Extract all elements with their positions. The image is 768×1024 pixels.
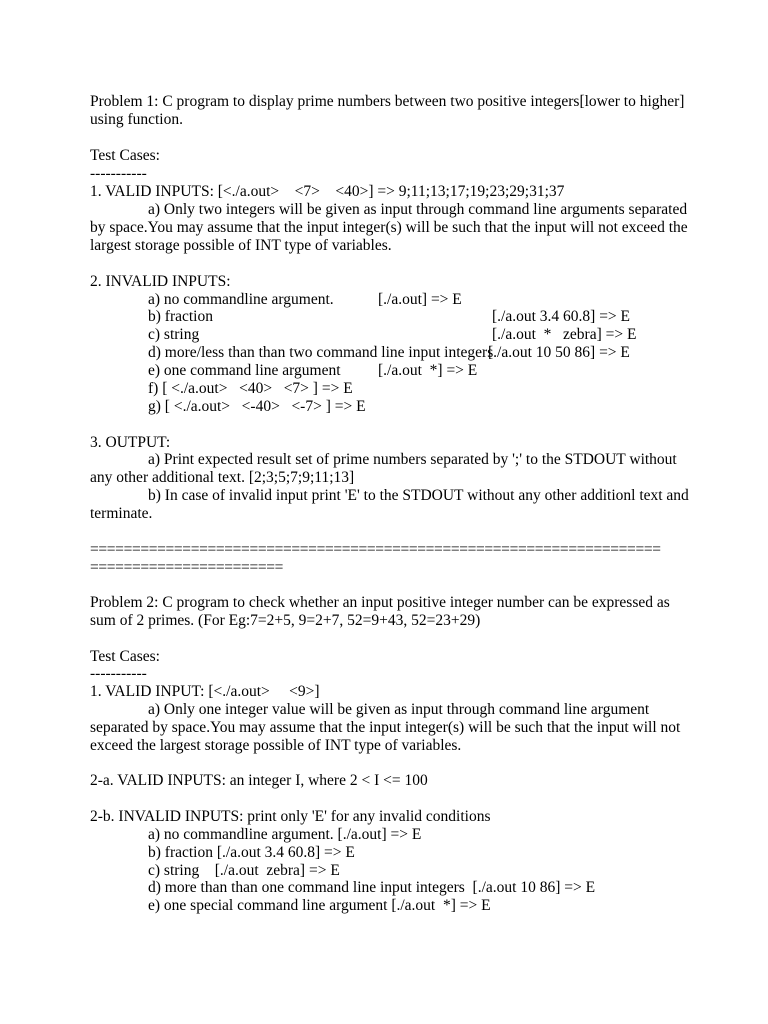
problem1-invalid-g-line: g) [ <./a.out> <-40> <-7> ] => E [148,398,366,415]
problem1-invalid-e-text: e) one command line argument [148,362,341,379]
problem1-dashes: ----------- [90,165,147,182]
problem1-valid-heading: 1. VALID INPUTS: [<./a.out> <7> <40>] => 9;11;13;17;19;23;29;31;37 [90,183,565,200]
problem1-output-b-line2: terminate. [90,505,153,522]
problem1-invalid-c-text: c) string [148,326,200,343]
problem2-title-line1: Problem 2: C program to check whether an input positive integer number can be expressed as [90,594,670,611]
problem1-invalid-heading: 2. INVALID INPUTS: [90,273,231,290]
problem1-invalid-d-text: d) more/less than than two command line input integers [148,344,494,361]
problem2-invalid-a-line: a) no commandline argument. [./a.out] => E [148,826,422,843]
problem1-invalid-a-cmd: [./a.out] => E [378,291,462,308]
problem2-title-line2: sum of 2 primes. (For Eg:7=2+5, 9=2+7, 52=9+43, 52=23+29) [90,612,481,629]
problem2-invalid-c-line: c) string [./a.out zebra] => E [148,862,340,879]
problem1-output-heading: 3. OUTPUT: [90,434,171,451]
problem2-invalid-b-line: b) fraction [./a.out 3.4 60.8] => E [148,844,355,861]
problem1-title-line2: using function. [90,111,183,128]
problem2-invalid-e-line: e) one special command line argument [./a.out *] => E [148,897,491,914]
problem1-invalid-a-text: a) no commandline argument. [148,291,334,308]
problem2-valid-a-line3: exceed the largest storage possible of INT type of variables. [90,737,462,754]
problem1-invalid-b-text: b) fraction [148,308,213,325]
problem1-invalid-d-cmd: [./a.out 10 50 86] => E [488,344,630,361]
problem1-valid-a-line1: a) Only two integers will be given as input through command line arguments separated [148,201,688,218]
problem1-title-line1: Problem 1: C program to display prime numbers between two positive integers[lower to higher] [90,93,685,110]
problem1-valid-a-line3: largest storage possible of INT type of variables. [90,237,392,254]
problem1-output-a-line1: a) Print expected result set of prime numbers separated by ';' to the STDOUT without [148,451,677,468]
problem1-valid-a-line2: by space.You may assume that the input integer(s) will be such that the input will not exceed the [90,219,688,236]
problem1-invalid-c-cmd: [./a.out * zebra] => E [492,326,637,343]
separator-line1: ==================================================================== [90,541,661,558]
problem2-dashes: ----------- [90,665,147,682]
problem2-valid-heading: 1. VALID INPUT: [<./a.out> <9>] [90,683,320,700]
problem1-invalid-e-cmd: [./a.out *] => E [378,362,478,379]
problem2-valid-a-line1: a) Only one integer value will be given as input through command line argument [148,701,650,718]
problem2-invalid-heading: 2-b. INVALID INPUTS: print only 'E' for any invalid conditions [90,808,491,825]
problem1-output-b-line1: b) In case of invalid input print 'E' to the STDOUT without any other additionl text and [148,487,689,504]
problem2-range-line: 2-a. VALID INPUTS: an integer I, where 2 < I <= 100 [90,772,428,789]
problem2-valid-a-line2: separated by space.You may assume that the input integer(s) will be such that the input will not [90,719,681,736]
problem1-invalid-f-line: f) [ <./a.out> <40> <7> ] => E [148,380,353,397]
problem1-output-a-line2: any other additional text. [2;3;5;7;9;11;13] [90,469,355,486]
problem1-test-cases-label: Test Cases: [90,147,160,164]
problem1-invalid-b-cmd: [./a.out 3.4 60.8] => E [492,308,631,325]
separator-line2: ======================= [90,559,284,576]
problem2-invalid-d-line: d) more than than one command line input integers [./a.out 10 86] => E [148,879,596,896]
problem2-test-cases-label: Test Cases: [90,648,160,665]
